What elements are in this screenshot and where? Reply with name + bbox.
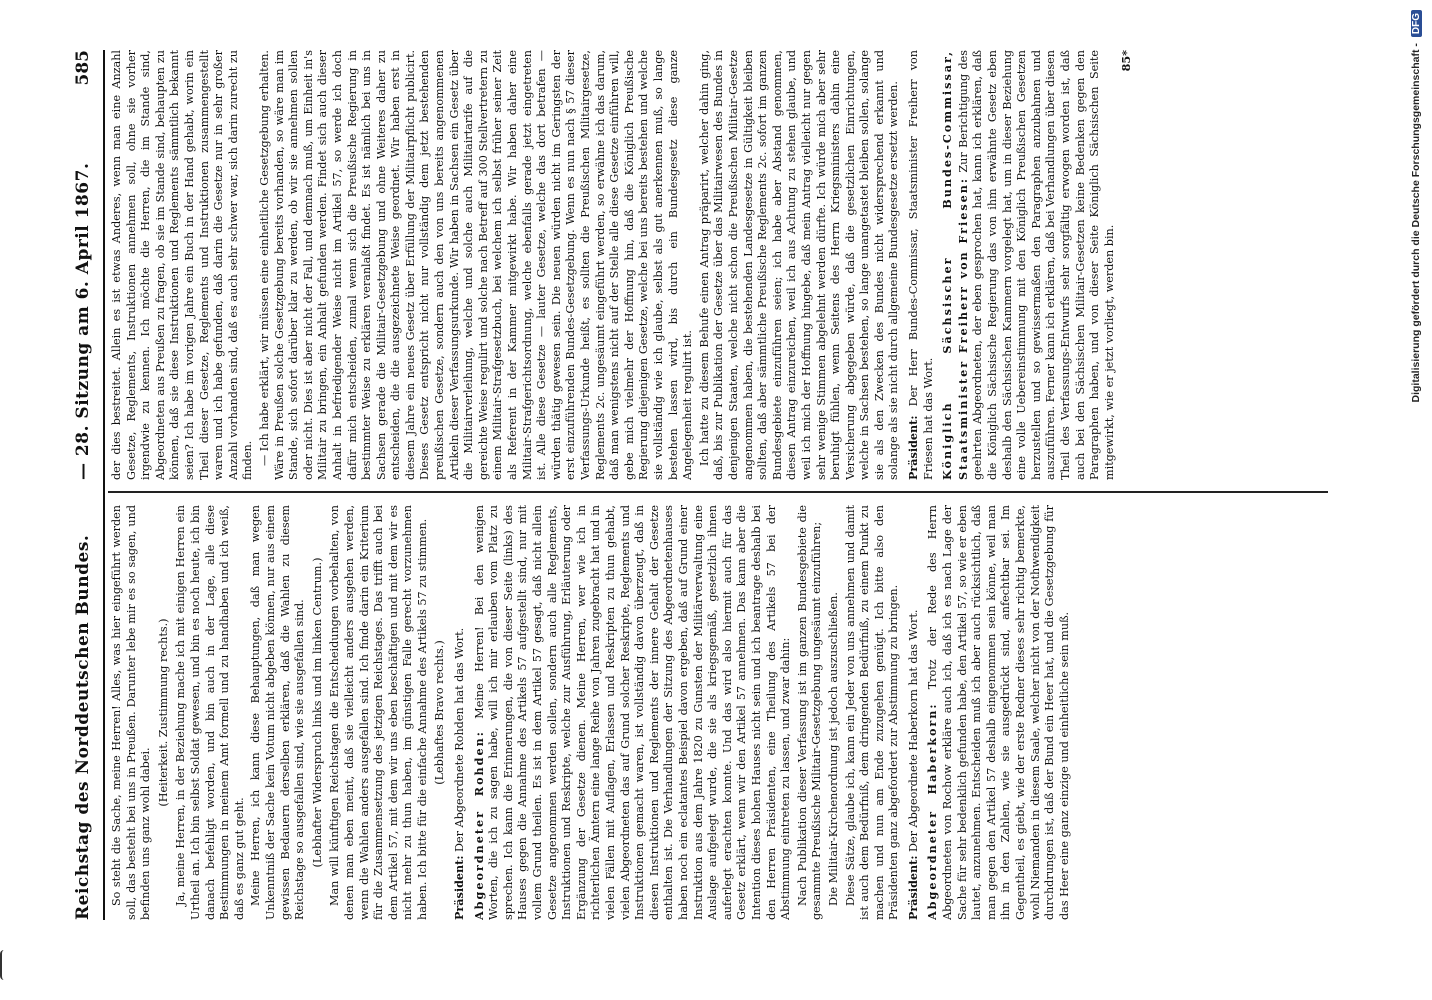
rotated-page-scan: [8, 0, 1398, 960]
speech-text: Trotz der Rede des Herrn Abgeordneten von Rochow erkläre auch ich, daß ich es nach Lage der Sache für sehr bedenklich gefunden habe, den Artikel 57, so wie er eben lautet, anzunehmen. Entscheiden muß ich aber auch rücksichtlich, daß man gegen den Artikel 57 deshalb eingenommen sein könne, weil man ihn in den Zahlen, wie sie ausgedrückt sind, anfechtbar sei. Im Gegentheil, es giebt, wie der erste Redner dieses sehr richtig bemerkte, wohl Niemanden in diesem Saale, welcher nicht von der Nothwendigkeit durchdrungen ist, daß der Bund ein Heer hat, und die Gesetzgebung für das Heer eine ganz einzige und einheitliche sein muß.: [926, 505, 1071, 920]
speaker-paragraph: [472, 505, 794, 920]
speaker-label: Präsident:: [905, 855, 920, 920]
speech-text: Der Herr Bundes-Commissar, Staatsminister Freiherr von Friesen hat das Wort.: [907, 50, 935, 480]
quoted-motion: Nach Publikation dieser Verfassung ist im ganzen Bundesgebiete die gesammte Preußische Militair-Gesetzgebung ungesäumt einzuführen;: [795, 505, 824, 920]
page-number: 585: [73, 50, 93, 86]
page-header: [68, 0, 98, 960]
speech-text: Der Abgeordnete Rohden hat das Wort.: [453, 627, 467, 852]
speaker-paragraph: [925, 505, 1072, 920]
paragraph: Man will künftigen Reichstagen die Entscheidungen vorbehalten, von denen man eben meint, daß sie vielleicht anders ausgehen werden, wenn die Wahlen anders ausgefallen sind. Ich finde darin ein Kriterium für die Zusammensetzung des jetzigen Reichstages. Das trifft auch bei dem Artikel 57, mit dem wir uns eben beschäftigen und mit dem wir es nicht mehr zu thun haben, im günstigen Falle gerecht vorzunehmen haben. Ich bitte für die einfache Annahme des Artikels 57 zu stimmen.: [328, 505, 429, 920]
stage-direction: (Heiterkeit. Zustimmung rechts.): [156, 618, 170, 807]
quoted-motion: Die Militair-Kirchenordnung ist jedoch auszuschließen.: [826, 592, 840, 906]
header-rule: [103, 50, 105, 920]
dfg-credit: [1405, 10, 1427, 990]
stage-direction: (Lebhaftes Bravo rechts.): [433, 640, 447, 785]
running-title-session: — 28. Sitzung am 6. April 1867.: [73, 162, 93, 480]
speaker-label: Abgeordneter Rohden:: [471, 730, 486, 920]
text-column-left: [110, 505, 1370, 920]
paragraph: Ich hatte zu diesem Behufe einen Antrag präparirt, welcher dahin ging, daß, bis zur Publikation der Gesetze über das Militairwesen des Bundes in denjenigen Staaten, welche nicht schon die Preußischen Militair-Gesetze angenommen haben, die bestehenden Landesgesetze in Gültigkeit bleiben sollten, daß aber sämmtliche Preußische Reglements 2c. sofort im ganzen Bundesgebiete einzuführen seien; ich habe aber Abstand genommen, diesen Antrag einzureichen, weil ich aus Achtung zu stehen glaube, und weil ich mich der Hoffnung hingebe, daß mein Antrag vielleicht nur gegen sehr wenige Stimmen abgelehnt werden dürfte. Ich würde mich aber sehr beruhigt fühlen, wenn Seitens des Herrn Kriegsministers dahin eine Versicherung abgegeben würde, daß die gesetzlichen Einrichtungen, welche in Sachsen bestehen, so lange unangetastet bleiben sollen, solange sie als den Zwecken des Bundes nicht widersprechend erkannt und solange als sie nicht durch allgemeine Bundesgesetze ersetzt werden.: [697, 50, 901, 480]
speech-text: Zur Berichtigung des geehrten Abgeordneten, der eben gesprochen hat, kann ich erklären, daß die Königlich Sächsische Regierung das von ihm erwähnte Gesetz eben deshalb den Sächsischen Kammern vorgelegt hat, um in dieser Beziehung eine volle Uebereinstimmung mit den Königlich Preußischen Gesetzen herzustellen und so gewissermaßen den Paragraphen anzubahnen und auszuführen. Ferner kann ich erklären, daß bei Verhandlungen über diesen Theil des Verfassungs-Entwurfs sehr sorgfältig erwogen worden ist, daß auch bei den Sächsischen Militair-Gesetzen keine Bedenken gegen den Paragraphen haben, und von dieser Seite Königlich Sächsischen Seite mitgewirkt, wie er jetzt vorliegt, werden bin.: [956, 50, 1116, 480]
running-title-left: Reichstag des Norddeutschen Bundes.: [73, 534, 93, 920]
speaker-paragraph: [906, 50, 936, 480]
paragraph: Meine Herren, ich kann diese Behauptungen, daß man wegen Unkenntniß der Sache kein Votum nicht abgeben können, nur aus einem gewissen Bedauern derselben erklären, daß die Wahlen zu diesem Reichstage so ausgefallen sind, wie sie ausgefallen sind.: [249, 505, 307, 920]
dfg-credit-text: Digitalisierung gefördert durch die Deutsche Forschungsgemeinschaft -: [1410, 43, 1422, 403]
speaker-paragraph: [906, 505, 922, 920]
document-page: [8, 0, 1398, 960]
speaker-paragraph: [940, 50, 1117, 480]
scan-edge-mark: [0, 950, 8, 980]
paragraph: Ja, meine Herren, in der Beziehung mache ich mit einigen Herren ein Urtheil an. Ich bin selbst Soldat gewesen, und bin es noch heute, ich bin danach befehligt worden, und bin auch in der Lage, alle diese Bestimmungen in meinem Amt formell und zu handhaben und ich weiß, daß es ganz gut geht.: [174, 505, 246, 920]
paragraph: der dies bestreitet. Allein es ist etwas Anderes, wenn man eine Anzahl Gesetze, Reglements, Instruktionen annehmen soll, ohne sie vorher irgendwie zu kennen. Ich möchte die Herren, die im Stande sind, Abgeordneten aus Preußen zu fragen, ob sie im Stande sind, behaupten zu können, daß sie diese Instruktionen und Reglements sämmtlich bekannt seien? Ich habe im vorigen Jahre ein Buch in der Hand gehabt, worin ein Theil dieser Gesetze, Reglements und Instruktionen zusammengestellt waren und ich habe gefunden, daß darin die Gesetze nur in sehr großer Anzahl vorhanden sind, daß es auch sehr schwer war, sich darin zurecht zu finden.: [110, 50, 255, 480]
speech-text: Der Abgeordnete Haberkorn hat das Wort.: [906, 609, 920, 852]
speaker-label: Präsident:: [906, 415, 921, 480]
signature-mark: 85*: [1119, 50, 1134, 72]
paragraph: Diese Sätze, glaube ich, kann ein Jeder von uns annehmen und damit ist auch dem Bedürfniß, dem dringenden Bedürfniß, zu einem Punkt zu machen und nun am Ende zuzugehen genügt. Ich bitte also den Präsidenten ganz abgefordert zur Abstimmung zu bringen.: [843, 505, 901, 920]
stage-direction: (Lebhafter Widerspruch links und im linken Centrum.): [310, 557, 324, 868]
speaker-label: Abgeordneter Haberkorn:: [925, 702, 940, 920]
text-column-right: [110, 50, 1370, 480]
column-divider: [108, 492, 1328, 494]
speech-text: Meine Herren! Bei den wenigen Worten, die ich zu sagen habe, will ich mir erlauben vom Platz zu sprechen. Ich kann die Erinnerungen, die von dieser Seite (links) des Hauses gegen die Annahme des Artikels 57 aufgestellt sind, nur mit vollem Grund theilen. Es ist in dem Artikel 57 gesagt, daß nicht allein Gesetze angenommen werden sollen, sondern auch alle Reglements, Instruktionen und Reskripte, welche zur Ausführung, Erläuterung oder Ergänzung der Gesetze dienen. Meine Herren, wer wie ich in richterlichen Ämtern eine lange Reihe von Jahren zugebracht hat und in vielen Fällen mit Auflagen, Erlassen und Reskripten zu thun gehabt, vielen Abgeordneten das auf Grund solcher Reskripte, Reglements und Instruktionen gemacht waren, ist vollständig davon überzeugt, daß in diesen Instruktionen und Reglements der innere Gehalt der Gesetze enthalten ist. Die Verhandlungen der Sitzung des Abgeordnetenhauses haben noch ein eclatantes Beispiel davon ergeben, daß auf Grund einer Instruktion aus dem Jahre 1820 zu Gunsten der Militärverwaltung eine Auslage aufgelegt wurde, die sie als kriegsgemäß, gesetzlich ihnen auferlegt erachten konnte. Und das wird also hiermit auch für das Gesetz erklärt, wenn wir den Artikel 57 annehmen. Das kann aber die Intention dieses hohen Hauses nicht sein und ich beantrage deshalb bei den Herren Präsidenten, eine Theilung des Artikels 57 bei der Abstimmung eintreten zu lassen, und zwar dahin:: [472, 505, 793, 920]
paragraph: — Ich habe erklärt, wir müssen eine einheitliche Gesetzgebung erhalten. Wäre in Preußen solche Gesetzgebung bereits vorhanden, so wäre man im Stande, sich sofort darüber klar zu werden, ob wir sie annehmen sollen oder nicht. Dies ist aber nicht der Fall, und demnach muß, um Einheit in's Militair zu bringen, ein Anhalt gefunden werden. Findet sich auch dieser Anhalt in befriedigender Weise nicht im Artikel 57, so werde ich doch dafür mich entscheiden, zumal wenn sich die Preußische Regierung in bestimmter Weise zu erklären veranlaßt findet. Es ist nämlich bei uns in Sachsen gerade die Militair-Gesetzgebung und ohne Weiteres daher zu entscheiden, die die ausgezeichnete Weise geordnet. Wir haben erst in diesem Jahre ein neues Gesetz über Erfüllung der Militairpflicht publicirt. Dieses Gesetz entspricht nicht nur vollständig dem jetzt bestehenden preußischen Gesetze, sondern auch den von uns bereits angenommenen Artikeln dieser Verfassungsurkunde. Wir haben in Sachsen ein Gesetz über die Militairverleihung, welche und solche auch Militairtarife auf die gereichte Weise regulirt und solche nach Betreff auf 300 Stellvertretern zu einem Militair-Strafgesetzbuch, bei welchem ich selbst früher seiner Zeit als Referent in der Kammer mitgewirkt habe. Wir haben daher eine Militair-Strafgerichtsordnung, welche ebenfalls gerade jetzt eingetreten ist. Alle diese Gesetze — lauter Gesetze, welche das dort betrafen — würden thätig gewesen sein. Die neuen würden nicht im Geringsten der erst einzuführenden Bundes-Gesetzgebung. Wenn es nun nach § 57 dieser Verfassungs-Urkunde heißt, es sollten die Preußischen Militairgesetze, Reglements 2c. ungesäumt eingeführt werden, so erwähne ich das darum, daß man wenigstens nicht auf der Stelle alle diese Gesetze einführen will, gebe mich vielmehr der Hoffnung hin, daß die Königlich Preußische Regierung diejenigen Gesetze, welche bei uns bereits bestehen und welche sie vollständig wie ich glaube, selbst als gut anerkennen muß, so lange bestehen lassen wird, bis durch ein Bundesgesetz diese ganze Angelegenheit regulirt ist.: [257, 50, 695, 480]
paragraph: So steht die Sache, meine Herren! Alles, was hier eingeführt werden soll, das besteht bei uns in Preußen. Darunter lebe mir es so sagen, und befinden uns ganz wohl dabei.: [110, 505, 153, 920]
speaker-label: Präsident:: [452, 855, 467, 920]
dfg-logo: DFG: [1411, 10, 1422, 37]
dfg-credit-text-wrapper: [1405, 10, 1427, 990]
speaker-paragraph: [452, 505, 468, 920]
speaker-label: Königlich Sächsischer Bundes-Commissar, Staatsminister Freiherr von Friesen:: [940, 50, 970, 480]
